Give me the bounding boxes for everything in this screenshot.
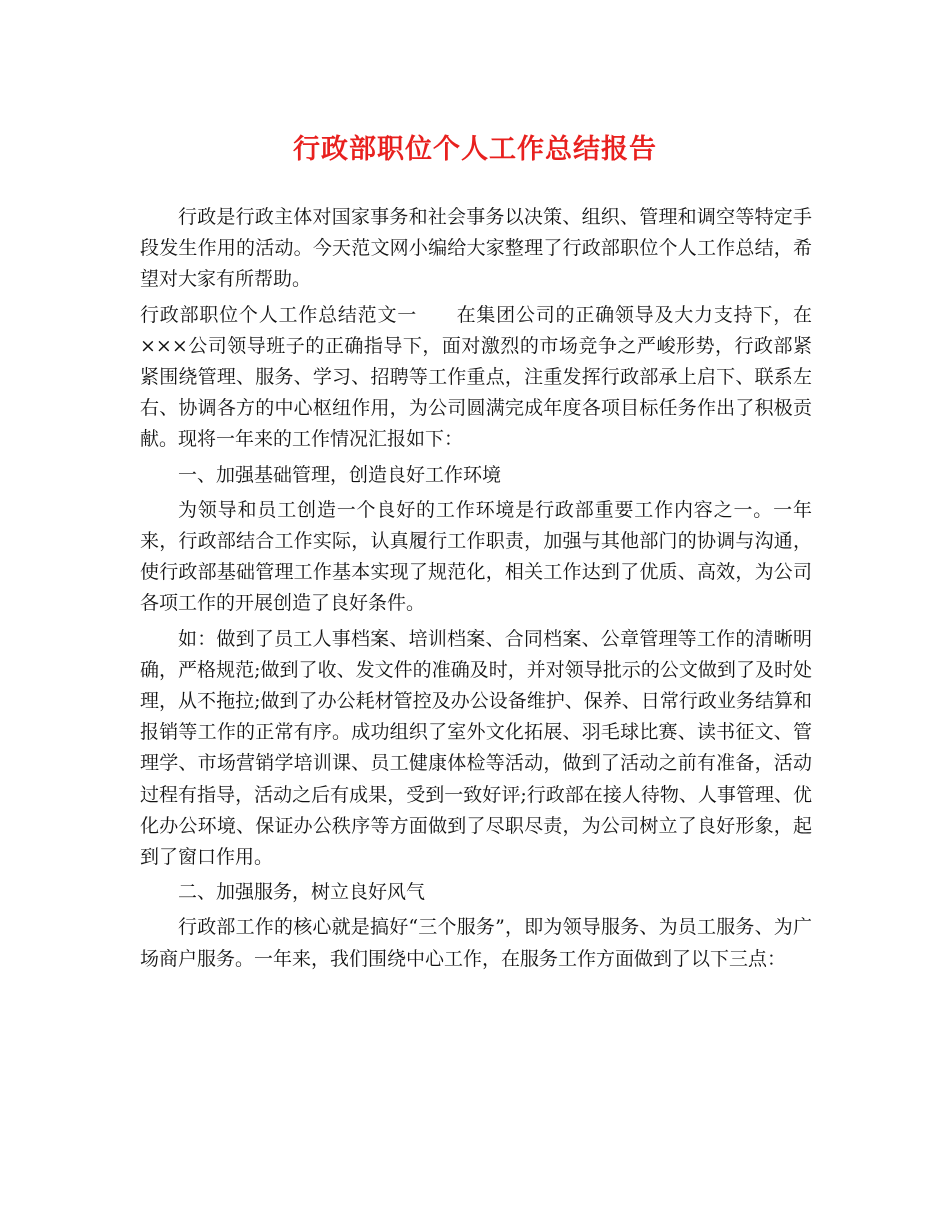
paragraph-section-1: 为领导和员工创造一个良好的工作环境是行政部重要工作内容之一。一年来，行政部结合工作实际，认真履行工作职责，加强与其他部门的协调与沟通，使行政部基础管理工作基本实现了规范化，相关工作达到了优质、高效，为公司各项工作的开展创造了良好条件。 <box>140 498 812 615</box>
paragraph-examples: 如：做到了员工人事档案、培训档案、合同档案、公章管理等工作的清晰明确，严格规范;做到了收、发文件的准确及时，并对领导批示的公文做到了及时处理，从不拖拉;做到了办公耗材管控及办公设备维护、保养、日常行政业务结算和报销等工作的正常有序。成功组织了室外文化拓展、羽毛球比赛、读书征文、管理学、市场营销学培训课、员工健康体检等活动，做到了活动之前有准备，活动过程有指导，活动之后有成果，受到一致好评;行政部在接人待物、人事管理、优化办公环境、保证办公秩序等方面做到了尽职尽责，为公司树立了良好形象，起到了窗口作用。 <box>140 627 812 869</box>
document-body <box>140 202 812 975</box>
paragraph-sample-one: 行政部职位个人工作总结范文一 在集团公司的正确领导及大力支持下，在×××公司领导班子的正确指导下，面对激烈的市场竞争之严峻形势，行政部紧紧围绕管理、服务、学习、招聘等工作重点，注重发挥行政部承上启下、联系左右、协调各方的中心枢纽作用，为公司圆满完成年度各项目标任务作出了积极贡献。现将一年来的工作情况汇报如下： <box>140 303 812 451</box>
paragraph-section-2: 行政部工作的核心就是搞好“三个服务”，即为领导服务、为员工服务、为广场商户服务。一年来，我们围绕中心工作，在服务工作方面做到了以下三点： <box>140 916 812 970</box>
section-heading-2: 二、加强服务，树立良好风气 <box>178 881 426 904</box>
document-title: 行政部职位个人工作总结报告 <box>293 134 657 165</box>
section-heading-1: 一、加强基础管理，创造良好工作环境 <box>178 463 502 486</box>
paragraph-intro: 行政是行政主体对国家事务和社会事务以决策、组织、管理和调空等特定手段发生作用的活动。今天范文网小编给大家整理了行政部职位个人工作总结，希望对大家有所帮助。 <box>140 206 812 291</box>
